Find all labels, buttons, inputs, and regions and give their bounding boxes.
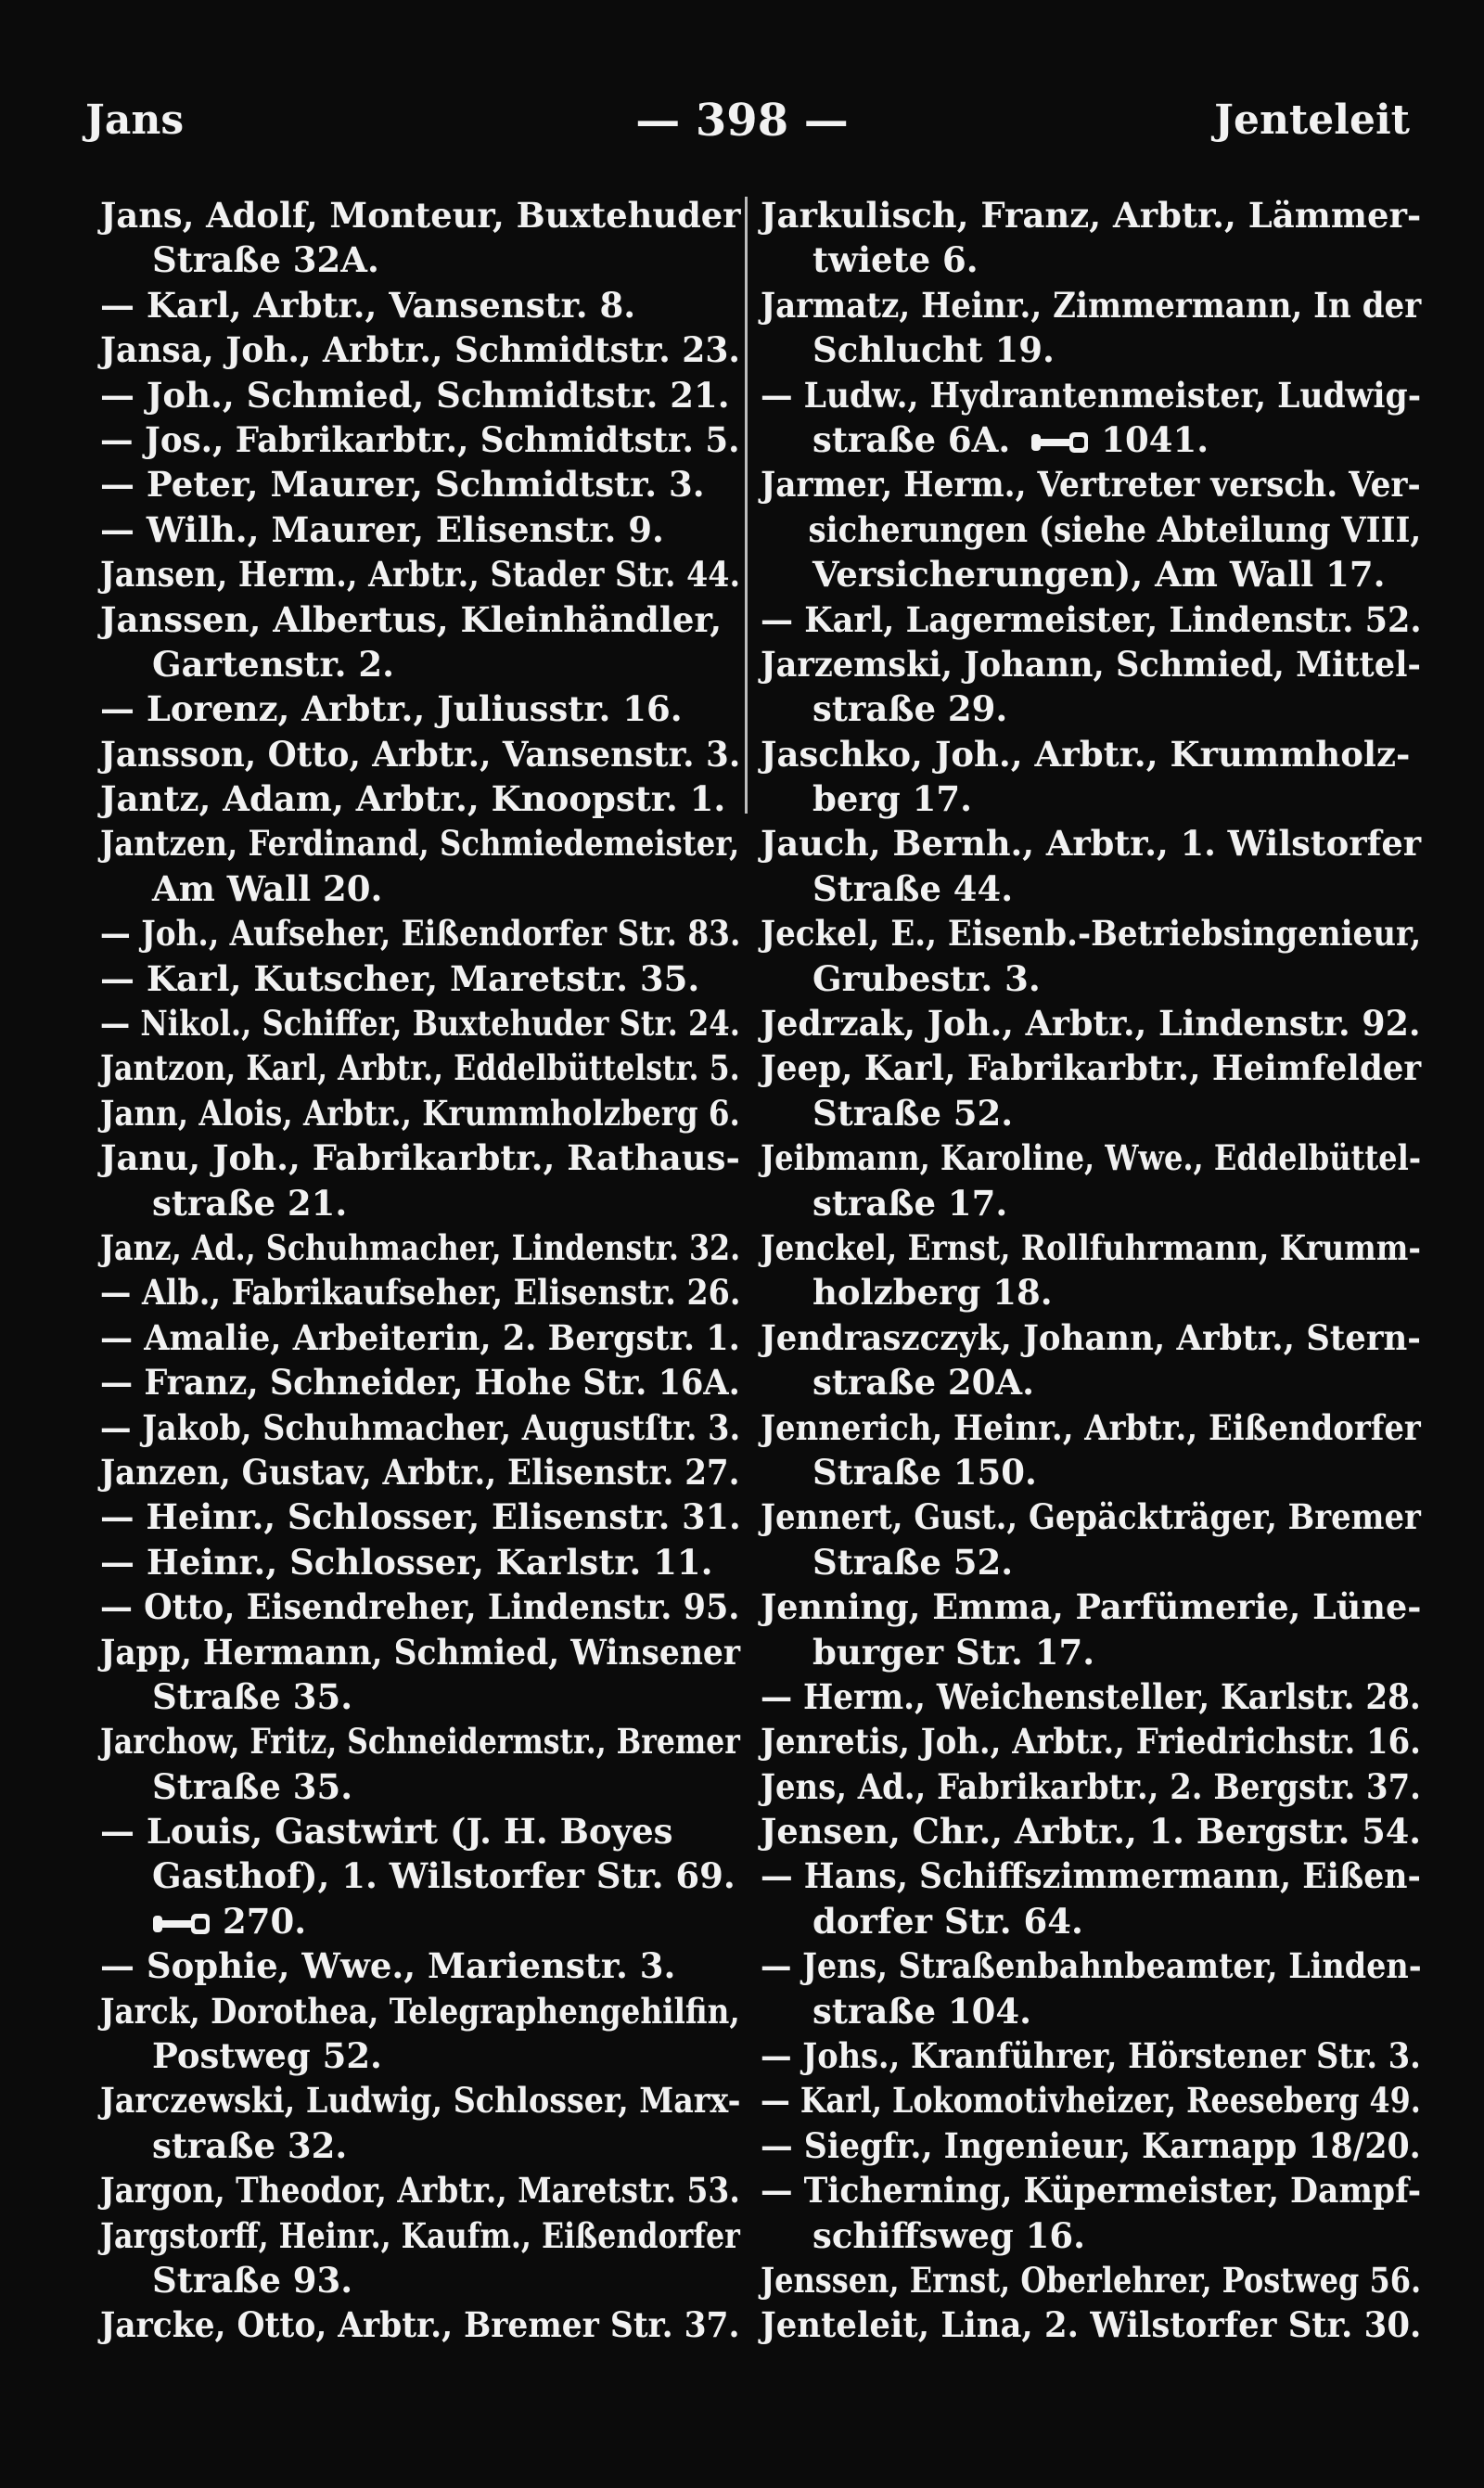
entry-line: — Joh., Schmied, Schmidtstr. 21.: [100, 374, 730, 416]
entry-line: — Jos., Fabrikarbtr., Schmidtstr. 5.: [100, 418, 740, 460]
entry-line: straße 29.: [812, 688, 1008, 730]
entry-line: Straße 150.: [812, 1451, 1037, 1493]
entry-line: Straße 44.: [812, 867, 1014, 909]
phone-number: 270.: [223, 1900, 307, 1942]
entry-line: straße 32.: [152, 2124, 348, 2166]
entry-line: — Sophie, Wwe., Marienstr. 3.: [100, 1945, 676, 1987]
entry-line: Jarmer, Herm., Vertreter versch. Ver-: [761, 464, 1421, 506]
entry-line: Jarck, Dorothea, Telegraphengehilfin,: [100, 1990, 740, 2032]
column-divider: [745, 197, 748, 814]
entry-line: schiffsweg 16.: [812, 2214, 1086, 2256]
phone-number: 1041.: [1101, 418, 1209, 460]
entry-line: — Nikol., Schiffer, Buxtehuder Str. 24.: [100, 1003, 740, 1045]
entry-line: Jendraszczyk, Johann, Arbtr., Stern-: [761, 1316, 1421, 1358]
running-head-last-entry: Jenteleit: [1214, 96, 1410, 144]
entry-line: — Hans, Schiffszimmermann, Eißen-: [761, 1855, 1421, 1897]
entry-line: Jantz, Adam, Arbtr., Knoopstr. 1.: [100, 778, 726, 820]
entry-line: Jann, Alois, Arbtr., Krummholzberg 6.: [100, 1092, 740, 1134]
entry-line: Jargon, Theodor, Arbtr., Maretstr. 53.: [100, 2170, 740, 2212]
entry-line: — Wilh., Maurer, Elisenstr. 9.: [100, 508, 664, 550]
right-column: [761, 193, 1421, 2348]
entry-line: straße 21.: [152, 1182, 348, 1224]
entry-line: sicherungen (siehe Abteilung VIII,: [808, 508, 1422, 550]
entry-line: — Siegfr., Ingenieur, Karnapp 18/20.: [761, 2124, 1421, 2166]
entry-line: — Johs., Kranführer, Hörstener Str. 3.: [761, 2035, 1421, 2077]
entry-line: Straße 35.: [152, 1765, 353, 1807]
entry-line: Jarmatz, Heinr., Zimmermann, In der: [761, 284, 1422, 326]
entry-line: Jens, Ad., Fabrikarbtr., 2. Bergstr. 37.: [761, 1765, 1421, 1807]
entry-line: Jeibmann, Karoline, Wwe., Eddelbüttel-: [761, 1137, 1422, 1179]
entry-line: Gasthof), 1. Wilstorfer Str. 69.: [152, 1855, 736, 1897]
entry-line: — Louis, Gastwirt (J. H. Boyes: [100, 1811, 673, 1853]
entry-line: Straße 32A.: [152, 239, 379, 281]
entry-line: twiete 6.: [812, 239, 979, 281]
entry-line: — Karl, Arbtr., Vansenstr. 8.: [100, 284, 636, 326]
entry-line: Jeep, Karl, Fabrikarbtr., Heimfelder: [761, 1047, 1422, 1089]
entry-line: straße 17.: [812, 1182, 1008, 1224]
page-number: — 398 —: [635, 95, 849, 147]
entry-line: — Peter, Maurer, Schmidtstr. 3.: [100, 464, 705, 506]
entry-line: Japp, Hermann, Schmied, Winsener: [100, 1631, 741, 1673]
entry-line: Versicherungen), Am Wall 17.: [812, 554, 1386, 596]
entry-line: Janu, Joh., Fabrikarbtr., Rathaus-: [100, 1137, 740, 1179]
telephone-icon: [1030, 430, 1092, 455]
entry-line: — Lorenz, Arbtr., Juliusstr. 16.: [100, 688, 683, 730]
entry-text: straße 6A.: [812, 418, 1011, 460]
entry-line: Jantzen, Ferdinand, Schmiedemeister,: [100, 823, 740, 865]
entry-line: Jarcke, Otto, Arbtr., Bremer Str. 37.: [100, 2304, 740, 2346]
entry-line: berg 17.: [812, 778, 973, 820]
entry-line: Janz, Ad., Schuhmacher, Lindenstr. 32.: [100, 1226, 741, 1268]
entry-line: Jenning, Emma, Parfümerie, Lüne-: [761, 1586, 1422, 1628]
entry-line: straße 20A.: [812, 1362, 1035, 1404]
entry-line: Am Wall 20.: [152, 867, 383, 909]
entry-line: Schlucht 19.: [812, 329, 1055, 371]
entry-line: Jargstorff, Heinr., Kaufm., Eißendorfer: [100, 2214, 740, 2256]
entry-line: — Karl, Lagermeister, Lindenstr. 52.: [761, 598, 1422, 640]
entry-line: Jenretis, Joh., Arbtr., Friedrichstr. 16.: [761, 1721, 1421, 1763]
entry-line: Jeckel, E., Eisenb.-Betriebsingenieur,: [761, 913, 1422, 955]
entry-line: — Heinr., Schlosser, Elisenstr. 31.: [100, 1496, 741, 1538]
entry-line: Jarczewski, Ludwig, Schlosser, Marx-: [100, 2080, 741, 2122]
entry-line: — Ludw., Hydrantenmeister, Ludwig-: [761, 374, 1422, 416]
entry-line: Jans, Adolf, Monteur, Buxtehuder: [100, 195, 741, 236]
entry-line: Postweg 52.: [152, 2035, 382, 2077]
entry-line: straße 104.: [812, 1990, 1032, 2032]
entry-line: — Otto, Eisendreher, Lindenstr. 95.: [100, 1586, 740, 1628]
entry-line: Jansa, Joh., Arbtr., Schmidtstr. 23.: [100, 329, 740, 371]
entry-line: — Ticherning, Küpermeister, Dampf-: [761, 2170, 1422, 2212]
entry-line: Jenssen, Ernst, Oberlehrer, Postweg 56.: [761, 2259, 1422, 2301]
entry-line: Jenckel, Ernst, Rollfuhrmann, Krumm-: [761, 1226, 1421, 1268]
entry-line: holzberg 18.: [812, 1272, 1053, 1314]
entry-line: [100, 1899, 740, 1943]
entry-line: — Alb., Fabrikaufseher, Elisenstr. 26.: [100, 1272, 741, 1314]
telephone-icon: [152, 1912, 213, 1936]
entry-line: Straße 93.: [152, 2259, 353, 2301]
entry-line: Jenteleit, Lina, 2. Wilstorfer Str. 30.: [761, 2304, 1422, 2346]
entry-line: Jensen, Chr., Arbtr., 1. Bergstr. 54.: [761, 1811, 1422, 1853]
entry-line: — Karl, Lokomotivheizer, Reeseberg 49.: [761, 2080, 1421, 2122]
entry-line: Straße 52.: [812, 1092, 1014, 1134]
entry-line: Jennerich, Heinr., Arbtr., Eißendorfer: [761, 1406, 1421, 1448]
entry-line: [761, 417, 1421, 462]
running-head-first-entry: Jans: [85, 96, 185, 144]
entry-line: — Amalie, Arbeiterin, 2. Bergstr. 1.: [100, 1316, 740, 1358]
entry-line: Jarchow, Fritz, Schneidermstr., Bremer: [100, 1721, 740, 1763]
entry-line: Jauch, Bernh., Arbtr., 1. Wilstorfer: [761, 823, 1422, 865]
entry-line: Janzen, Gustav, Arbtr., Elisenstr. 27.: [100, 1451, 740, 1493]
entry-line: Jennert, Gust., Gepäckträger, Bremer: [761, 1496, 1421, 1538]
entry-line: Jarzemski, Johann, Schmied, Mittel-: [761, 643, 1422, 685]
entry-line: — Jakob, Schuhmacher, Augustſtr. 3.: [100, 1406, 741, 1448]
entry-line: Jansson, Otto, Arbtr., Vansenstr. 3.: [100, 733, 741, 775]
entry-line: Grubestr. 3.: [812, 957, 1041, 999]
entry-line: Straße 52.: [812, 1541, 1014, 1583]
entry-line: Jedrzak, Joh., Arbtr., Lindenstr. 92.: [761, 1003, 1421, 1045]
entry-line: dorfer Str. 64.: [812, 1900, 1083, 1942]
entry-line: Straße 35.: [152, 1675, 353, 1717]
entry-line: burger Str. 17.: [812, 1631, 1095, 1673]
entry-line: — Jens, Straßenbahnbeamter, Linden-: [761, 1945, 1422, 1987]
entry-line: Gartenstr. 2.: [152, 643, 395, 685]
entry-line: — Karl, Kutscher, Maretstr. 35.: [100, 957, 700, 999]
entry-line: Jansen, Herm., Arbtr., Stader Str. 44.: [100, 554, 741, 596]
entry-line: Jaschko, Joh., Arbtr., Krummholz-: [761, 733, 1411, 775]
entry-line: — Herm., Weichensteller, Karlstr. 28.: [761, 1675, 1421, 1717]
entry-line: — Franz, Schneider, Hohe Str. 16A.: [100, 1362, 740, 1404]
entry-line: — Joh., Aufseher, Eißendorfer Str. 83.: [100, 913, 741, 955]
entry-line: Jarkulisch, Franz, Arbtr., Lämmer-: [761, 195, 1422, 236]
entry-line: Jantzon, Karl, Arbtr., Eddelbüttelstr. 5.: [100, 1047, 740, 1089]
entry-line: — Heinr., Schlosser, Karlstr. 11.: [100, 1541, 713, 1583]
entry-line: Janssen, Albertus, Kleinhändler,: [100, 598, 723, 640]
left-column: [100, 193, 740, 2348]
